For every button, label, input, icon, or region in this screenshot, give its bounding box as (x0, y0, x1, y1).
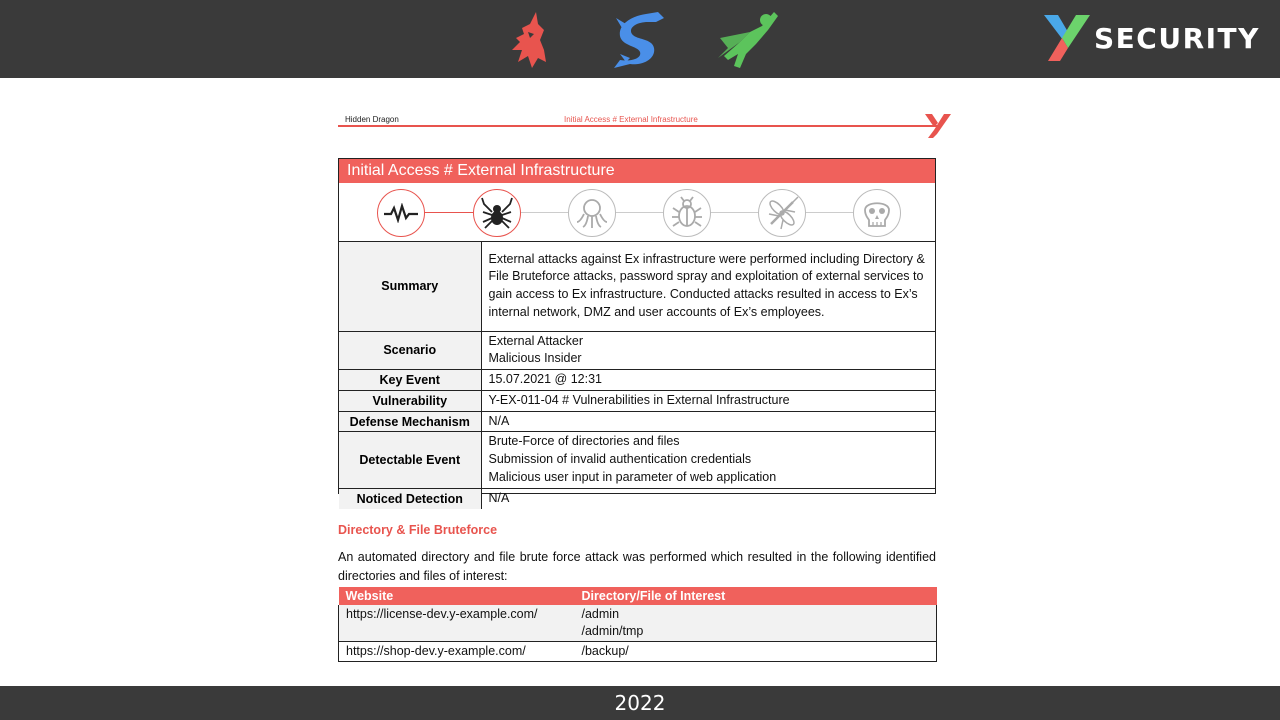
website-cell: https://shop-dev.y-example.com/ (339, 642, 575, 662)
attack-card (338, 158, 936, 506)
summary-text: External attacks against Ex infrastructure were performed including Directory & File Bruteforce attacks, password spray and exploitation of external services to gain access to Ex infrastructure. Conducted attacks resulted in access to Ex’s internal network, DMZ and user accounts of Ex’s employees. (488, 251, 925, 320)
header-directory: Directory/File of Interest (575, 587, 937, 605)
info-row-summary (339, 242, 935, 331)
defense-mechanism-label: Defense Mechanism (339, 411, 481, 432)
y-logo-small-icon (924, 112, 952, 138)
noticed-detection-value: N/A (481, 488, 935, 508)
octopus-icon (568, 189, 616, 237)
dragon-icon (606, 10, 672, 70)
header-website: Website (339, 587, 575, 605)
info-row-key-event (339, 370, 935, 391)
path-line: /admin (581, 607, 620, 621)
vulnerability-label: Vulnerability (339, 390, 481, 411)
wolf-icon (500, 10, 566, 70)
scenario-line: Malicious Insider (488, 351, 582, 366)
directory-table (338, 587, 937, 662)
info-row-defense-mechanism (339, 411, 935, 432)
info-row-detectable-event (339, 432, 935, 488)
year-label: 2022 (614, 691, 666, 715)
paths-cell (575, 605, 937, 642)
top-bar (0, 0, 1280, 78)
path-line: /backup/ (581, 644, 629, 658)
paths-cell (575, 642, 937, 662)
key-event-label: Key Event (339, 370, 481, 391)
directory-table-header (339, 587, 937, 605)
vulnerability-value: Y-EX-011-04 # Vulnerabilities in External Infrastructure (481, 390, 935, 411)
heartbeat-icon (377, 189, 425, 237)
noticed-detection-label: Noticed Detection (339, 488, 481, 508)
header-divider (338, 125, 938, 127)
info-row-vulnerability (339, 390, 935, 411)
document-page (330, 100, 955, 670)
brand-logo (1042, 12, 1260, 64)
detectable-event-line: Submission of invalid authentication credentials (488, 452, 752, 467)
superhero-icon (716, 10, 782, 70)
detectable-event-line: Brute-Force of directories and files (488, 434, 680, 449)
section-paragraph: An automated directory and file brute force attack was performed which resulted in the following identified directories and files of interest: (338, 550, 936, 583)
mosquito-icon (758, 189, 806, 237)
page-header-center: Initial Access # External Infrastructure (564, 115, 698, 124)
scenario-line: External Attacker (488, 333, 583, 348)
section-title: Directory & File Bruteforce (338, 523, 498, 537)
table-row (339, 642, 937, 662)
bottom-bar (0, 686, 1280, 720)
spider-icon (473, 189, 521, 237)
info-row-scenario (339, 331, 935, 370)
path-line: /admin/tmp (581, 624, 644, 638)
kill-chain-stages (339, 183, 935, 242)
defense-mechanism-value: N/A (481, 411, 935, 432)
website-cell: https://license-dev.y-example.com/ (339, 605, 575, 642)
skull-icon (853, 189, 901, 237)
detectable-event-value (481, 432, 935, 488)
page-header-left: Hidden Dragon (345, 115, 399, 124)
y-logo-icon (1042, 12, 1092, 62)
detectable-event-label: Detectable Event (339, 432, 481, 488)
bug-icon (663, 189, 711, 237)
table-row (339, 605, 937, 642)
summary-label: Summary (339, 242, 481, 331)
detectable-event-line: Malicious user input in parameter of web application (488, 470, 777, 485)
brand-name: SECURITY (1094, 22, 1260, 55)
info-row-noticed-detection (339, 488, 935, 508)
key-event-value: 15.07.2021 @ 12:31 (481, 370, 935, 391)
summary-value (481, 242, 935, 331)
info-table (339, 242, 935, 509)
scenario-value (481, 331, 935, 370)
scenario-label: Scenario (339, 331, 481, 370)
card-title: Initial Access # External Infrastructure (339, 159, 935, 183)
